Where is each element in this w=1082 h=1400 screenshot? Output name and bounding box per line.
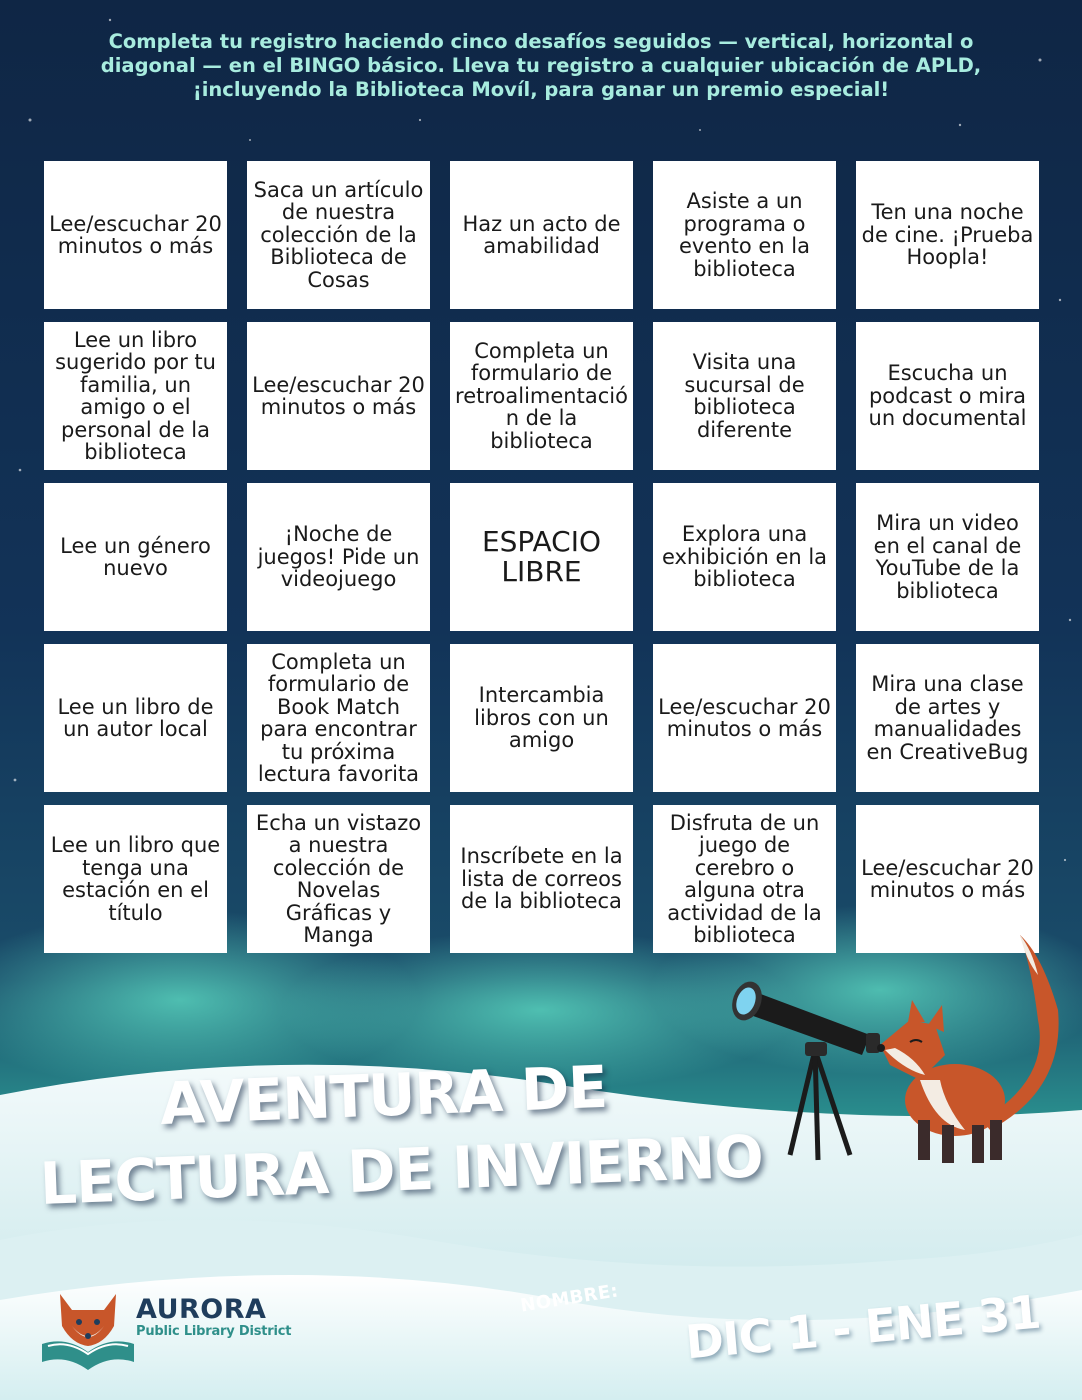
bingo-cell[interactable] [44, 805, 227, 953]
bingo-cell-text: Saca un artículo de nuestra colección de la Biblioteca de Cosas [253, 177, 424, 292]
fox-icon [877, 935, 1059, 1163]
bingo-cell-text: Lee/escuchar 20 minutos o más [49, 211, 222, 258]
bingo-cell-text: Ten una noche de cine. ¡Prueba Hoopla! [861, 200, 1034, 270]
bingo-cell-text: Lee/escuchar 20 minutos o más [658, 694, 831, 741]
bingo-cell[interactable] [653, 322, 836, 470]
bingo-cell-text: Completa un formulario de retroalimentación de la biblioteca [455, 338, 628, 453]
bingo-cell[interactable] [247, 483, 430, 631]
bingo-cell[interactable] [450, 805, 633, 953]
bingo-cell-text: Visita una sucursal de biblioteca diferente [684, 350, 805, 442]
bingo-cell[interactable] [247, 644, 430, 792]
bingo-cell-text: Lee/escuchar 20 minutos o más [861, 855, 1034, 902]
bingo-cell-text: Lee un género nuevo [60, 533, 211, 580]
bingo-cell[interactable] [653, 161, 836, 309]
bingo-cell[interactable] [44, 322, 227, 470]
brand-name: AURORA [136, 1294, 267, 1325]
bingo-cell-text: Mira una clase de artes y manualidades en CreativeBug [866, 672, 1029, 764]
bingo-cell[interactable] [44, 644, 227, 792]
book-icon [38, 1286, 138, 1372]
bingo-cell-text: Lee/escuchar 20 minutos o más [252, 372, 425, 419]
bingo-cell[interactable] [856, 161, 1039, 309]
bingo-cell[interactable] [653, 644, 836, 792]
bingo-card [44, 161, 1039, 955]
bingo-cell-text: Lee un libro sugerido por tu familia, un amigo o el personal de la biblioteca [55, 327, 216, 464]
bingo-cell[interactable] [450, 161, 633, 309]
name-field-label: NOMBRE: [518, 1280, 620, 1317]
title-line-2: LECTURA DE INVIERNO [38, 1122, 764, 1218]
bingo-cell-text: Lee un libro de un autor local [57, 694, 214, 741]
bingo-cell-text: Disfruta de un juego de cerebro o alguna otra actividad de la biblioteca [667, 810, 822, 947]
fox-telescope-illustration [720, 930, 1060, 1170]
bingo-cell-text: Echa un vistazo a nuestra colección de Novelas Gráficas y Manga [255, 810, 422, 947]
bingo-cell[interactable] [247, 805, 430, 953]
bingo-cell-text: ¡Noche de juegos! Pide un videojuego [257, 522, 420, 592]
title-line-1: AVENTURA DE [158, 1052, 609, 1138]
bingo-cell-text: Lee un libro que tenga una estación en el título [50, 833, 221, 925]
bingo-cell-text: Mira un video en el canal de YouTube de la biblioteca [873, 511, 1022, 603]
bingo-cell-text: Haz un acto de amabilidad [462, 211, 621, 258]
bingo-cell-text: Completa un formulario de Book Match para encontrar tu próxima lectura favorita [257, 649, 420, 786]
bingo-cell[interactable] [450, 644, 633, 792]
bingo-cell-text: Explora una exhibición en la biblioteca [661, 522, 828, 592]
brand-logo [136, 1296, 291, 1340]
bingo-cell-text: Intercambia libros con un amigo [474, 683, 609, 753]
intro-text: Completa tu registro haciendo cinco desafíos seguidos — vertical, horizontal o diagonal — en el BINGO básico. Lleva tu registro a cualquier ubicación de APLD, ¡incluyendo la Biblioteca Movíl, para ganar un premio especial! [100, 30, 982, 101]
bingo-cell[interactable] [247, 322, 430, 470]
date-range: DIC 1 - ENE 31 [683, 1284, 1043, 1370]
bingo-free-space[interactable] [450, 483, 633, 631]
bingo-cell[interactable] [44, 161, 227, 309]
bingo-cell[interactable] [653, 483, 836, 631]
bingo-cell[interactable] [247, 161, 430, 309]
bingo-cell[interactable] [856, 483, 1039, 631]
bingo-cell-text: Inscríbete en la lista de correos de la biblioteca [460, 844, 623, 914]
bingo-cell[interactable] [856, 644, 1039, 792]
bingo-cell[interactable] [44, 483, 227, 631]
bingo-cell-text: Escucha un podcast o mira un documental [868, 361, 1027, 431]
bingo-cell-text: ESPACIO LIBRE [481, 525, 602, 588]
bingo-cell[interactable] [856, 322, 1039, 470]
bingo-cell[interactable] [450, 322, 633, 470]
brand-subtitle: Public Library District [136, 1324, 292, 1339]
bingo-cell-text: Asiste a un programa o evento en la biblioteca [679, 189, 810, 281]
